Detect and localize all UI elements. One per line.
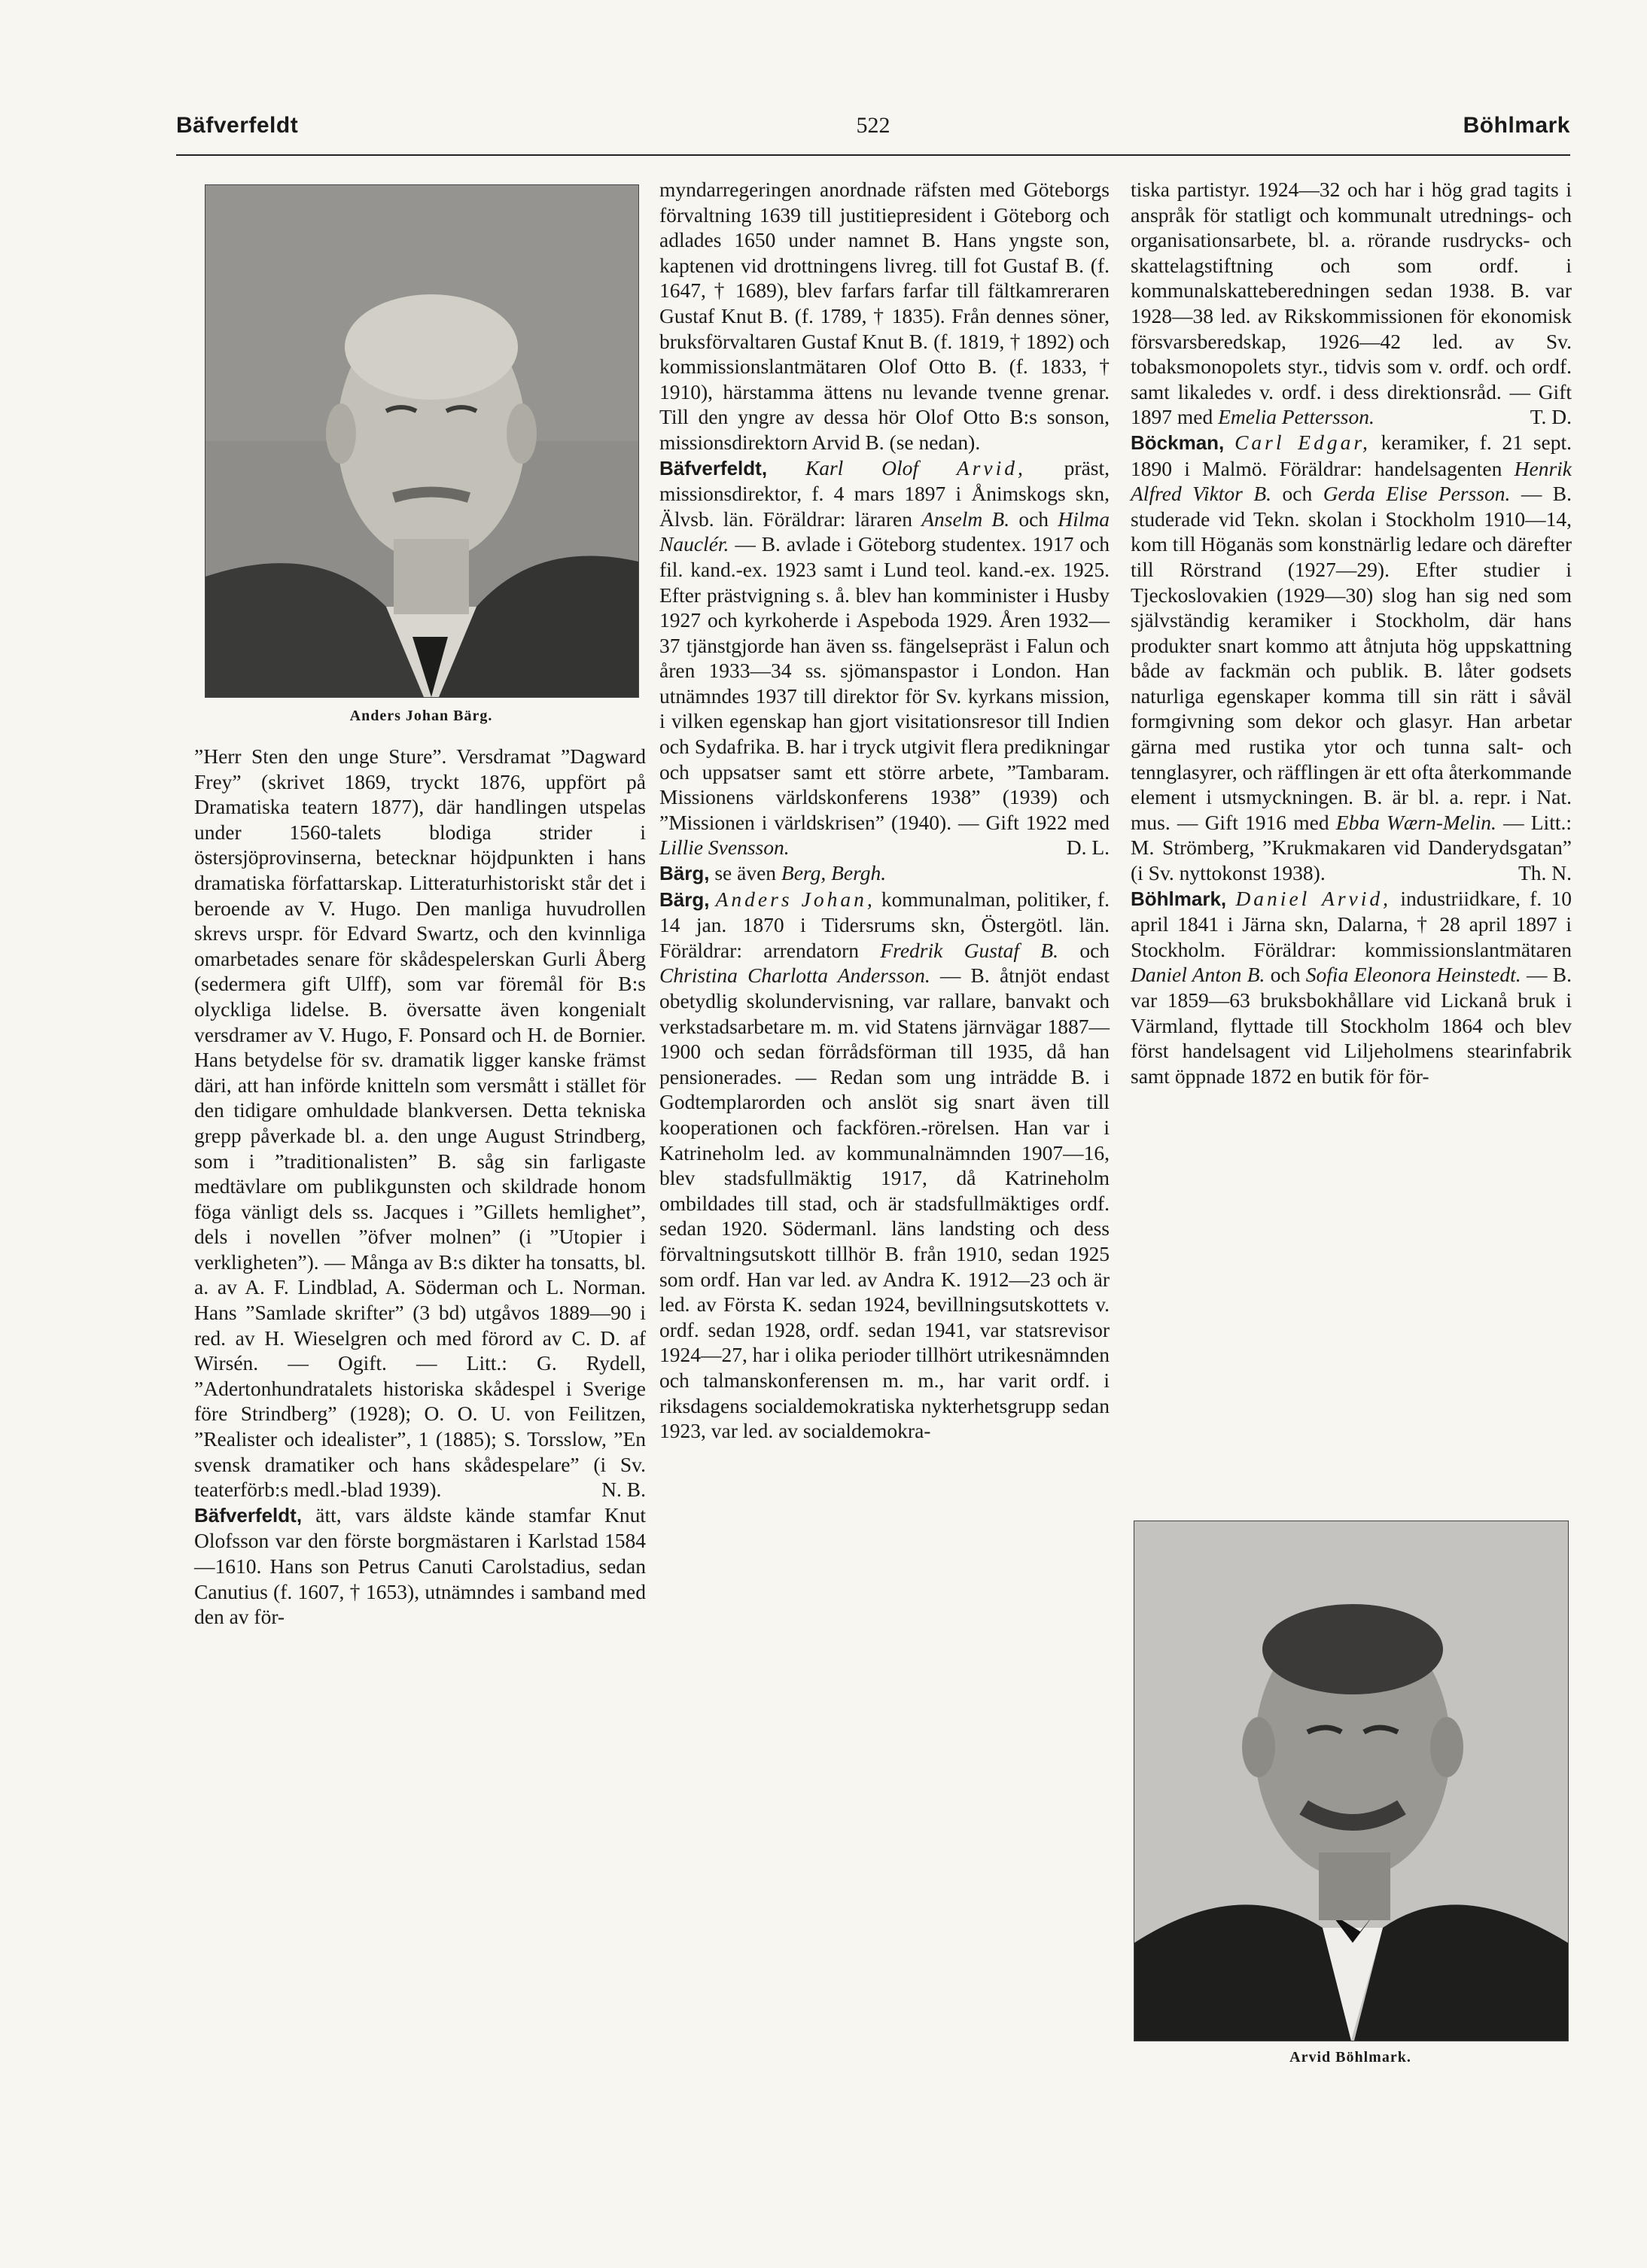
entry-text: och — [1079, 938, 1110, 962]
entry-barg-anders — [659, 887, 1110, 1444]
header-rule — [176, 154, 1570, 156]
entry-callname: Arvid, — [956, 455, 1026, 479]
entry-bafverfeldt-family — [194, 1502, 646, 1630]
entry-text: och — [1282, 482, 1313, 506]
spouse-name: Lillie Svensson. — [659, 836, 790, 860]
entry-text: se även — [714, 861, 777, 885]
entry-headword: Bärg, — [659, 887, 710, 911]
author-signature: D. L. — [1066, 836, 1110, 860]
entry-headword: Bäfverfeldt, — [194, 1503, 303, 1527]
author-signature: Th. N. — [1518, 861, 1572, 885]
running-head-left: Bäfverfeldt — [176, 113, 299, 138]
text-column-2 — [659, 177, 1110, 1444]
entry-text: präst, missionsdirektor, f. 4 mars 1897 i Ånimskogs skn, Älvsb. län. Föräldrar: läraren — [659, 455, 1110, 531]
entry-text: och — [1018, 507, 1049, 531]
portrait-photo-barg — [205, 184, 639, 698]
parent-name: Anselm B. — [921, 507, 1010, 531]
parent-name: Christina Charlotta Andersson. — [659, 964, 930, 988]
entry-continuation-barg — [1131, 177, 1572, 430]
entry-text: myndarregeringen anordnade räfsten med Göteborgs förvaltning 1639 till justitiepresident i Göteborg och adlades 1650 under namnet B. Hans yngste son, kaptenen vid drottningens livreg. till fot Gustaf B. (f. 1647, † 1689), blev farfars farfar till fältkamreraren Gustaf Knut B. (f. 1789, † 1835). Från dennes söner, bruksförvaltaren Gustaf Knut B. (f. 1819, † 1892) och kommissionslantmätaren Olof Otto B. (f. 1833, † 1910), härstamma ättens nu levande tvenne grenar. Till den yngre av dessa hör Olof Otto B:s sonson, missionsdirektorn Arvid B. (se nedan). — [659, 178, 1110, 454]
entry-continuation-family — [659, 177, 1110, 455]
portrait-photo-bohlmark — [1134, 1521, 1569, 2041]
spouse-name: Ebba Wærn-Melin. — [1335, 810, 1496, 834]
entry-bockman — [1131, 430, 1572, 886]
entry-forenames: Karl Olof — [805, 455, 919, 479]
entry-text: — Litt.: M. Strömberg, ”Krukmakaren vid Danderydsgatan” (i Sv. nyttokonst 1938). — [1131, 810, 1572, 885]
entry-text: kommunalman, politiker, f. 14 jan. 1870 i Tidersrums skn, Östergötl. län. Föräldrar: arrendatorn — [659, 887, 1110, 962]
entry-forenames: Carl Edgar, — [1234, 430, 1371, 454]
running-head-right: Böhlmark — [1463, 113, 1570, 138]
crossref-names: Berg, Bergh. — [781, 861, 887, 885]
entry-text: industriidkare, f. 10 april 1841 i Järna skn, Dalarna, † 28 april 1897 i Stockholm. Föräldrar: kommissionslantmätaren — [1131, 886, 1572, 961]
page-number: 522 — [856, 113, 890, 138]
parent-name: Daniel Anton B. — [1131, 963, 1265, 987]
page-header — [176, 113, 1570, 158]
entry-headword: Bäfverfeldt, — [659, 456, 768, 479]
parent-name: Sofia Eleonora Heinstedt. — [1305, 963, 1521, 987]
entry-text: — B. studerade vid Tekn. skolan i Stockholm 1910—14, kom till Höganäs som konstnärlig ledare och därefter till Rörstrand (1927—29). Efter studier i Tjeckoslovakien (1929—30) slog han sig ned som självständig keramiker i Stockholm, där hans produkter snart kommo att åtnjuta hög uppskattning både av fackmän och publik. B. låter godsets naturliga egenskaper komma till sin rätt i såväl formgivning som dekor och glasyr. Han arbetar gärna med rustika ytor och tunna salt- och tennglasyrer, och räfflingen är ett ofta återkommande element i utsmyckningen. B. är bl. a. repr. i Nat. mus. — Gift 1916 med — [1131, 482, 1572, 834]
parent-name: Gerda Elise Persson. — [1323, 482, 1511, 506]
entry-headword: Böhlmark, — [1131, 887, 1227, 910]
entry-bafverfeldt-arvid — [659, 455, 1110, 861]
entry-text: — B. åtnjöt endast obetydlig skolundervisning, var rallare, banvakt och verkstadsarbetare m. m. vid Statens järnvägar 1887—1900 och sedan förrådsförman till 1935, då han pensionerades. — Redan som ung inträdde B. i Godtemplarorden och anslöt sig snart även till kooperationen och fackfören.-rörelsen. Han var i Katrineholm led. av kommunalnämnden 1907—16, blev stadsfullmäktig 1917, då Katrineholm ombildades till stad, och är stadsfullmäktiges ordf. sedan 1920. Södermanl. läns landsting och dess förvaltningsutskott tillhör B. från 1910, sedan 1925 som ordf. Han var led. av Andra K. 1912—23 och är led. av Första K. sedan 1924, bevillningsutskottets v. ordf. sedan 1928, ordf. sedan 1941, var statsrevisor 1924—27, har i olika perioder tillhört utrikesnämnden och talmanskonferensen m. m., har varit ordf. i riksdagens socialdemokratiska nykterhetsgrupp sedan 1923, var led. av socialdemokra- — [659, 964, 1110, 1443]
portrait-caption-bohlmark: Arvid Böhlmark. — [1289, 2049, 1411, 2066]
entry-forenames: Anders Johan, — [715, 887, 875, 911]
entry-text: tiska partistyr. 1924—32 och har i hög grad tagits i anspråk för statligt och kommunalt utrednings- och organisationsarbete, bl. a. rörande rusdrycks- och skattelagstiftning och som ordf. i kommunalskatteberedningen sedan 1938. B. var 1928—38 led. av Rikskommissionen för ekonomisk försvarsberedskap, 1926—42 led. av Sv. tobaksmonopolets styr., tidvis som v. ordf. och ordf. samt likaledes v. ordf. i dess direktionsråd. — Gift 1897 med — [1131, 178, 1572, 429]
text-column-1 — [194, 744, 646, 1630]
entry-bohlmark — [1131, 886, 1572, 1089]
entry-headword: Bärg, — [659, 862, 710, 885]
author-signature: N. B. — [601, 1478, 646, 1502]
entry-text: ”Herr Sten den unge Sture”. Versdramat ”Dagward Frey” (skrivet 1869, tryckt 1876, uppfört på Dramatiska teatern 1877), där handlingen utspelas under 1560-talets blodiga strider i östersjöprovinserna, betecknar höjdpunkten i hans dramatiska författarskap. Litteraturhistoriskt står det i beroende av V. Hugo. Den manliga huvudrollen skrevs urspr. för Edvard Swartz, och den kvinnliga omarbetades senare för skådespelerskan Gurli Åberg (sedermera gift Ulff), som var föremål för B:s olyckliga lidelse. B. översatte även kongenialt versdramer av V. Hugo, F. Ponsard och H. de Bornier. Hans betydelse för sv. dramatik ligger kanske främst däri, att han införde knitteln som versmått i stället för den tidigare omhuldade blankversen. Detta tekniska grepp påverkade bl. a. den unge August Strindberg, som i ”traditionalisten” B. såg sin farligaste medtävlare om publikgunsten och skildrade honom föga vänligt dels ss. Jacques i ”Gillets hemlighet”, dels i novellen ”öfver molnen” (i ”Utopier i verkligheten”). — Många av B:s dikter ha tonsatts, bl. a. av A. F. Lindblad, A. Söderman och L. Norman. Hans ”Samlade skrifter” (3 bd) utgåvos 1889—90 i red. av H. Wieselgren och med förord av C. D. af Wirsén. — Ogift. — Litt.: G. Rydell, ”Adertonhundratalets historiska skådespel i Sverige före Strindberg” (1928); O. O. U. von Feilitzen, ”Realister och idealister”, 1 (1885); S. Torsslow, ”En svensk dramatiker och hans skådespelare” (i Sv. teaterförb:s medl.-blad 1939). — [194, 744, 646, 1502]
entry-headword: Böckman, — [1131, 431, 1225, 454]
entry-barg-crossref — [659, 860, 1110, 887]
parent-name: Henrik Alfred Viktor B. — [1131, 456, 1572, 506]
spouse-name: Emelia Pettersson. — [1218, 405, 1375, 429]
entry-continuation-bottiger — [194, 744, 646, 1502]
entry-text: och — [1270, 963, 1301, 987]
portrait-caption-barg: Anders Johan Bärg. — [349, 708, 493, 724]
entry-text: ätt, vars äldste kände stamfar Knut Olofsson var den förste borgmästaren i Karlstad 1584—1610. Hans son Petrus Canuti Carolstadius, sedan Canutius (f. 1607, † 1653), utnämndes i samband med den av för- — [194, 1502, 646, 1629]
entry-forenames: Daniel Arvid, — [1235, 886, 1392, 910]
text-column-3 — [1131, 177, 1572, 1088]
parent-name: Fredrik Gustaf B. — [880, 938, 1058, 962]
entry-text: — B. var 1859—63 bruksbokhållare vid Lickanå bruk i Värmland, flyttade till Stockholm 1864 och blev först handelsagent vid Liljeholmens stearinfabrik samt öppnade 1872 en butik för för- — [1131, 963, 1572, 1088]
entry-text: — B. avlade i Göteborg studentex. 1917 och fil. kand.-ex. 1923 samt i Lund teol. kand.-ex. 1925. Efter prästvigning s. å. blev han komminister i Husby 1927 och kyrkoherde i Aspeboda 1929. Åren 1932—37 tjänstgjorde han även ss. fängelsepräst i Falun och åren 1933—34 ss. sjömanspastor i London. Han utnämndes 1937 till direktor för Sv. kyrkans mission, i vilken egenskap han gjort visitationsresor till Indien och Sydafrika. B. har i tryck utgivit flera predikningar och uppsatser samt ett större arbete, ”Tambaram. Missionens världskonferens 1938” (1939) och ”Missionen i världskrisen” (1940). — Gift 1922 med — [659, 532, 1110, 834]
author-signature: T. D. — [1530, 405, 1572, 429]
parent-name: Hilma Nauclér. — [659, 507, 1110, 556]
entry-text: keramiker, f. 21 sept. 1890 i Malmö. Föräldrar: handelsagenten — [1131, 430, 1572, 480]
